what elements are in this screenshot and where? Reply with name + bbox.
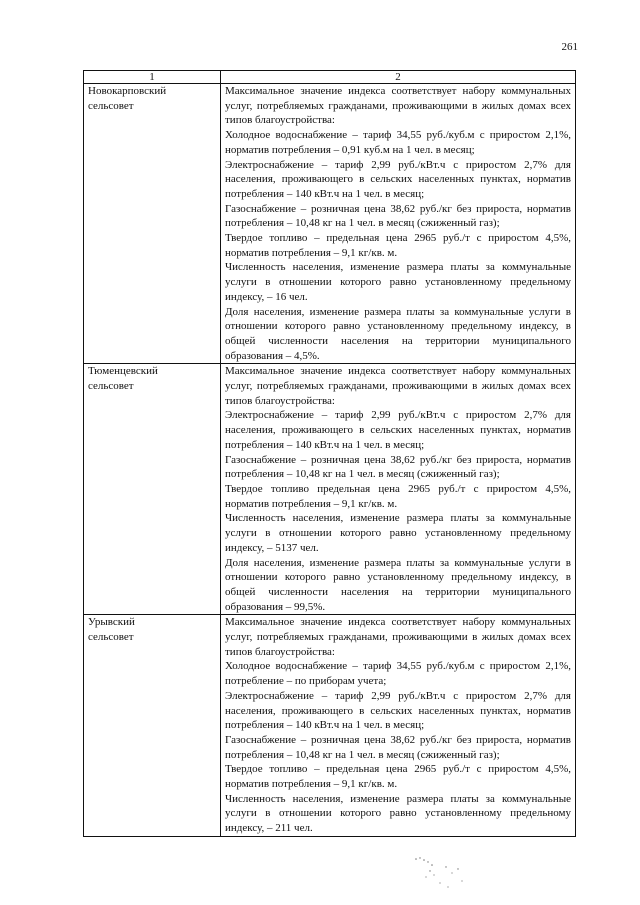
- table-row: [84, 84, 576, 364]
- paragraph: Численность населения, изменение размера платы за коммунальные услуги в отношении которого равно установленному предельному индексу, – 5137 чел.: [225, 512, 571, 554]
- paragraph: Твердое топливо предельная цена 2965 руб./т с приростом 4,5%, норматив потребления – 9,1 кг/кв. м.: [225, 482, 571, 510]
- paragraph: Твердое топливо – предельная цена 2965 руб./т с приростом 4,5%, норматив потребления – 9,1 кг/кв. м.: [225, 232, 571, 259]
- description-cell: [221, 364, 576, 615]
- municipality-name-line: Урывский: [88, 616, 135, 629]
- scan-artifact-marks: [410, 853, 470, 893]
- column-header-1: 1: [84, 71, 221, 84]
- paragraph: Твердое топливо – предельная цена 2965 руб./т с приростом 4,5%, норматив потребления – 9,1 кг/кв. м.: [225, 763, 571, 791]
- description-cell: [221, 615, 576, 837]
- municipality-name-line: Новокарповский: [88, 85, 167, 97]
- paragraph: Максимальное значение индекса соответствует набору коммунальных услуг, потребляемых гражданами, проживающими в жилых домах всех типов благоустройства:: [225, 365, 571, 407]
- paragraph: Электроснабжение – тариф 2,99 руб./кВт.ч с приростом 2,7% для населения, проживающего в сельских населенных пунктах, норматив потребления – 140 кВт.ч на 1 чел. в месяц;: [225, 689, 571, 732]
- paragraph: Доля населения, изменение размера платы за коммунальные услуги в отношении которого равно установленному предельному индексу, в общей численности населения на территории муниципального образования – 99,5%.: [225, 556, 571, 613]
- municipality-name-line: сельсовет: [88, 99, 134, 112]
- paragraph: Газоснабжение – розничная цена 38,62 руб./кг без прироста, норматив потребления – 10,48 кг на 1 чел. в месяц (сжиженный газ);: [225, 733, 571, 761]
- municipality-name-line: сельсовет: [88, 631, 134, 644]
- municipality-name-line: Тюменцевский: [88, 365, 158, 378]
- table-row: [84, 615, 576, 837]
- paragraph: Электроснабжение – тариф 2,99 руб./кВт.ч с приростом 2,7% для населения, проживающего в сельских населенных пунктах, норматив потребления – 140 кВт.ч на 1 чел. в месяц;: [225, 409, 571, 451]
- municipality-name-cell: [84, 615, 221, 837]
- paragraph: Максимальное значение индекса соответствует набору коммунальных услуг, потребляемых гражданами, проживающими в жилых домах всех типов благоустройства:: [225, 85, 571, 127]
- municipality-name-cell: [84, 364, 221, 615]
- paragraph: Газоснабжение – розничная цена 38,62 руб./кг без прироста, норматив потребления – 10,48 кг на 1 чел. в месяц (сжиженный газ);: [225, 202, 571, 230]
- municipality-name-line: сельсовет: [88, 380, 134, 393]
- paragraph: Электроснабжение – тариф 2,99 руб./кВт.ч с приростом 2,7% для населения, проживающего в сельских населенных пунктах, норматив потребления – 140 кВт.ч на 1 чел. в месяц;: [225, 158, 571, 200]
- description-cell: [221, 84, 576, 364]
- paragraph: Доля населения, изменение размера платы за коммунальные услуги в отношении которого равно установленному предельному индексу, в общей численности населения на территории муниципального образования – 4,5%.: [225, 305, 571, 362]
- table-header-row: [84, 71, 576, 84]
- paragraph: Численность населения, изменение размера платы за коммунальные услуги в отношении которого равно установленному предельному индексу, – 211 чел.: [225, 792, 571, 835]
- paragraph: Холодное водоснабжение – тариф 34,55 руб./куб.м с приростом 2,1%, норматив потребления – 0,91 куб.м на 1 чел. в месяц;: [225, 129, 571, 156]
- table-row: [84, 364, 576, 615]
- paragraph: Максимальное значение индекса соответствует набору коммунальных услуг, потребляемых гражданами, проживающими в жилых домах всех типов благоустройства:: [225, 616, 571, 658]
- column-header-2: 2: [221, 71, 576, 84]
- page-number: 261: [561, 41, 578, 53]
- paragraph: Численность населения, изменение размера платы за коммунальные услуги в отношении которого равно установленному предельному индексу, – 16 чел.: [225, 261, 571, 303]
- municipality-name-cell: [84, 84, 221, 364]
- paragraph: Газоснабжение – розничная цена 38,62 руб./кг без прироста, норматив потребления – 10,48 кг на 1 чел. в месяц (сжиженный газ);: [225, 453, 571, 481]
- paragraph: Холодное водоснабжение – тариф 34,55 руб./куб.м с приростом 2,1%, потребление – по приборам учета;: [225, 660, 571, 688]
- tariff-table: [83, 70, 576, 837]
